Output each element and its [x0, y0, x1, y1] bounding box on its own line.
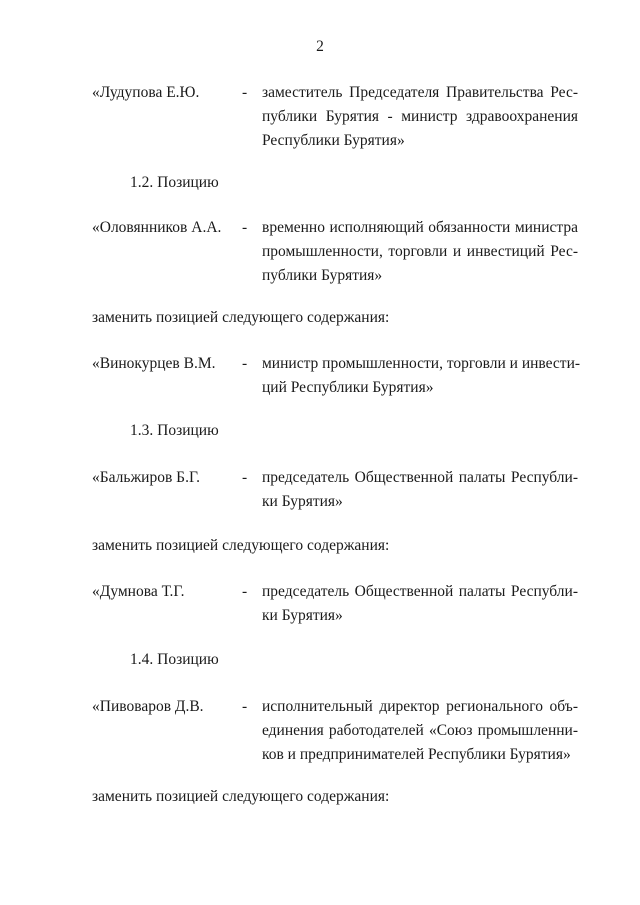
entry-olovyannikov: [92, 219, 578, 309]
replace-instruction: заменить позицией следующего содержания:: [92, 537, 390, 554]
position-line: исполнительный директор регионального объ-: [262, 698, 578, 715]
position-line: председатель Общественной палаты Республи-: [262, 583, 578, 600]
position-line: министр промышленности, торговли и инвести-: [262, 355, 581, 372]
entry-dash: -: [242, 698, 248, 715]
entry-position: [262, 352, 581, 400]
entry-name: «Оловянников А.А.: [92, 219, 222, 236]
position-line: ций Республики Бурятия»: [262, 379, 434, 396]
position-line: Республики Бурятия»: [262, 132, 405, 149]
position-line: публики Бурятия»: [262, 267, 383, 284]
entry-name: «Лудупова Е.Ю.: [92, 84, 200, 101]
entry-name: «Пивоваров Д.В.: [92, 698, 204, 715]
entry-position: [262, 695, 578, 767]
section-1-4: 1.4. Позицию: [130, 651, 219, 668]
position-line: заместитель Председателя Правительства Рес-: [262, 84, 578, 101]
position-line: ков и предпринимателей Республики Бурятия»: [262, 746, 571, 763]
entry-ludupova: [92, 84, 578, 174]
entry-position: [262, 81, 578, 153]
entry-dash: -: [242, 583, 248, 600]
entry-name: «Бальжиров Б.Г.: [92, 469, 201, 486]
replace-instruction: заменить позицией следующего содержания:: [92, 788, 390, 805]
entry-name: «Винокурцев В.М.: [92, 355, 216, 372]
entry-position: [262, 580, 578, 628]
entry-position: [262, 216, 578, 288]
position-line: временно исполняющий обязанности министра: [262, 219, 578, 236]
entry-dash: -: [242, 355, 248, 372]
entry-dash: -: [242, 469, 248, 486]
section-1-2: 1.2. Позицию: [130, 174, 219, 191]
position-line: ки Бурятия»: [262, 607, 343, 624]
replace-instruction: заменить позицией следующего содержания:: [92, 309, 390, 326]
entry-pivovarov: [92, 698, 578, 788]
section-1-3: 1.3. Позицию: [130, 422, 219, 439]
entry-dash: -: [242, 219, 248, 236]
page-number: 2: [316, 38, 324, 55]
entry-name: «Думнова Т.Г.: [92, 583, 185, 600]
entry-position: [262, 466, 578, 514]
position-line: публики Бурятия - министр здравоохранения: [262, 108, 578, 125]
position-line: единения работодателей «Союз промышленни-: [262, 722, 578, 739]
entry-dash: -: [242, 84, 248, 101]
position-line: председатель Общественной палаты Республи-: [262, 469, 578, 486]
position-line: ки Бурятия»: [262, 493, 343, 510]
position-line: промышленности, торговли и инвестиций Рес-: [262, 243, 578, 260]
